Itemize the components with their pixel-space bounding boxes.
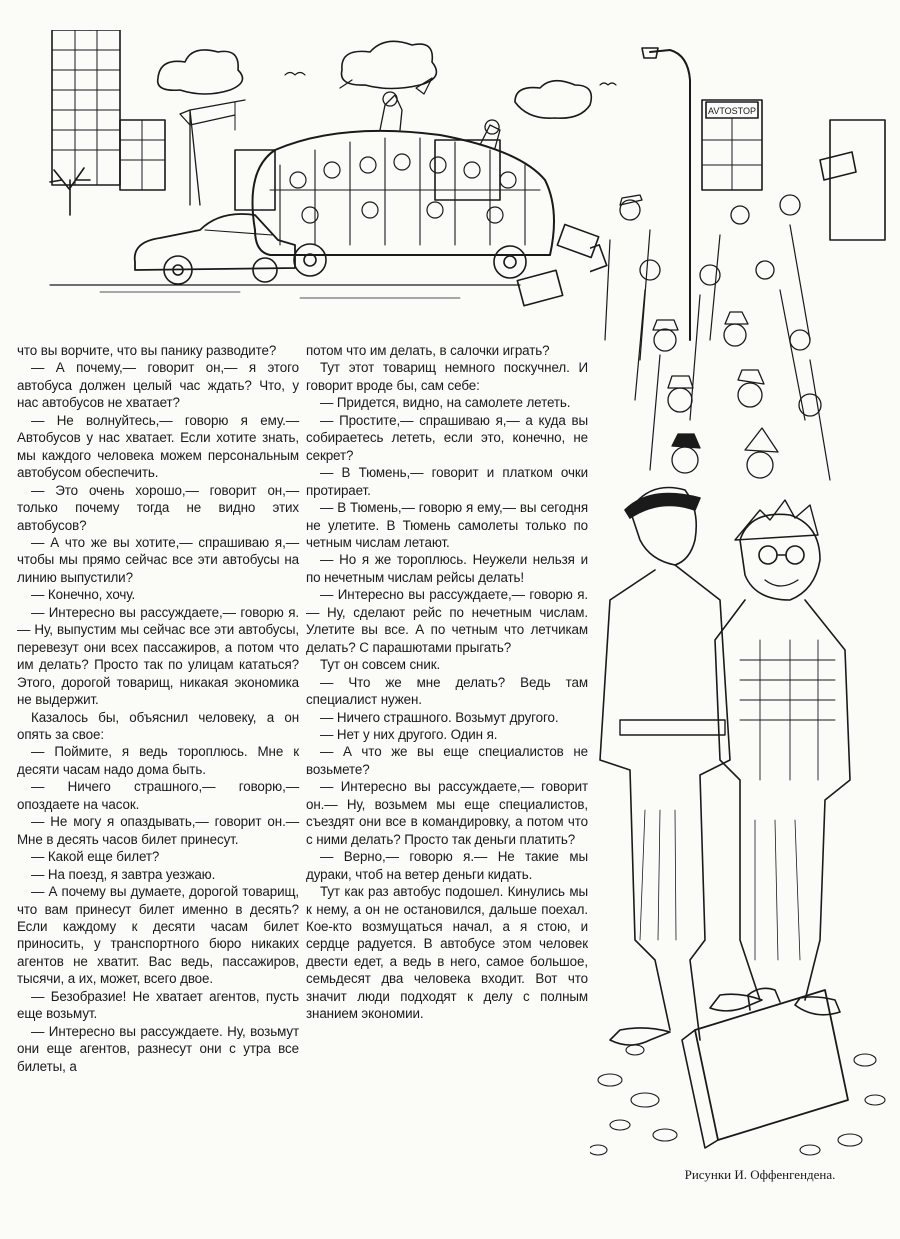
queue-illustration <box>590 40 890 1160</box>
paragraph: — Интересно вы рассуждаете,— говорю я.— Ну, сделают рейс по нечетным числам. Улетите вы все. А по четным что летчикам делать? С парашютами прыгать? <box>306 587 588 655</box>
paragraph: — Не волнуйтесь,— говорю я ему.— Автобусов у нас хватает. Если хотите знать, мы каждого человека можем персональным автобусом обеспечить. <box>17 412 299 481</box>
avtostop-sign: AVTOSTOP <box>707 106 757 116</box>
paragraph: — Не могу я опаздывать,— говорит он.— Мне в десять часов билет принесут. <box>17 814 299 847</box>
paragraph: — Придется, видно, на самолете лететь. <box>320 395 571 411</box>
article-column-right <box>306 342 588 1023</box>
paragraph: Тут он совсем сник. <box>320 657 441 673</box>
paragraph: — В Тюмень,— говорит и платком очки протирает. <box>306 465 588 498</box>
paragraph: что вы ворчите, что вы панику разводите? <box>17 343 277 358</box>
paragraph: Казалось бы, объяснил человеку, а он опять за свое: <box>17 709 299 742</box>
illustration-credit: Рисунки И. Оффенгендена. <box>684 1167 836 1182</box>
paragraph: — Что же мне делать? Ведь там специалист нужен. <box>306 674 588 708</box>
paragraph: — Какой еще билет? <box>31 849 160 865</box>
paragraph: — Но я же тороплюсь. Неужели нельзя и по нечетным числам рейсы делать! <box>306 552 588 585</box>
paragraph: — Ничего страшного,— говорю,— опоздаете на часок. <box>17 779 299 812</box>
paragraph: — Это очень хорошо,— говорит он,— только почему тогда не видно этих автобусов? <box>17 482 299 533</box>
article-column-left <box>17 342 299 1075</box>
paragraph: — В Тюмень,— говорю я ему,— вы сегодня не улетите. В Тюмень самолеты только по четным числам летают. <box>306 500 588 550</box>
paragraph: — Интересно вы рассуждаете. Ну, возьмут они еще агентов, разнесут они с утра все билеты, а <box>17 1023 299 1074</box>
paragraph: — А почему,— говорит он,— я этого автобуса должен целый час ждать? Что, у нас автобусов не хватает? <box>17 360 299 411</box>
paragraph: Тут этот товарищ немного поскучнел. И говорит вроде бы, сам себе: <box>306 360 588 393</box>
paragraph: — Нет у них другого. Один я. <box>320 726 498 742</box>
paragraph: — Простите,— спрашиваю я,— а куда вы собираетесь лететь, если это, конечно, не секрет? <box>306 412 588 463</box>
paragraph: — Интересно вы рассуждаете,— говорю я.— Ну, выпустим мы сейчас все эти автобусы, перевезут они всех пассажиров, а потом что им делать? Просто так по улицам кататься? Этого, дорогой товарищ, никакая экономика не выдержит. <box>17 604 299 708</box>
paragraph: — А что же вы еще специалистов не возьмете? <box>306 744 588 777</box>
paragraph: — Безобразие! Не хватает агентов, пусть еще возьмут. <box>17 988 299 1022</box>
paragraph: — Ничего страшного. Возьмут другого. <box>320 709 559 725</box>
paragraph: потом что им делать, в салочки играть? <box>306 343 550 358</box>
paragraph: — Интересно вы рассуждаете,— говорит он.— Ну, возьмем мы еще специалистов, съездят они все в командировку, а потом что с ними делать? Просто так деньги платить? <box>306 779 588 847</box>
paragraph: — На поезд, я завтра уезжаю. <box>31 866 216 882</box>
paragraph: — А что же вы хотите,— спрашиваю я,— чтобы мы прямо сейчас все эти автобусы на линию выпустили? <box>17 534 299 585</box>
paragraph: — Поймите, я ведь тороплюсь. Мне к десяти часам надо дома быть. <box>17 744 299 777</box>
paragraph: — Конечно, хочу. <box>31 587 136 603</box>
paragraph: — Верно,— говорю я.— Не такие мы дураки, чтоб на ветер деньги кидать. <box>306 849 588 882</box>
street-bus-illustration <box>40 30 620 325</box>
paragraph: Тут как раз автобус подошел. Кинулись мы к нему, а он не остановился, дальше поехал. Кое-кто возмущаться начал, а я стою, и сердце радуется. В автобусе этом человек двести едет, а ведь в него, самое большое, семьдесят два человека входит. Вот что значит люди подходят к делу с полным знанием экономии. <box>306 884 588 1022</box>
paragraph: — А почему вы думаете, дорогой товарищ, что вам принесут билет именно в десять? Если каждому к десяти часам билет приносить, у транспортного бюро никаких агентов не хватит. Вас ведь, пассажиров, тысячи, а их, может, всего двое. <box>17 884 299 987</box>
